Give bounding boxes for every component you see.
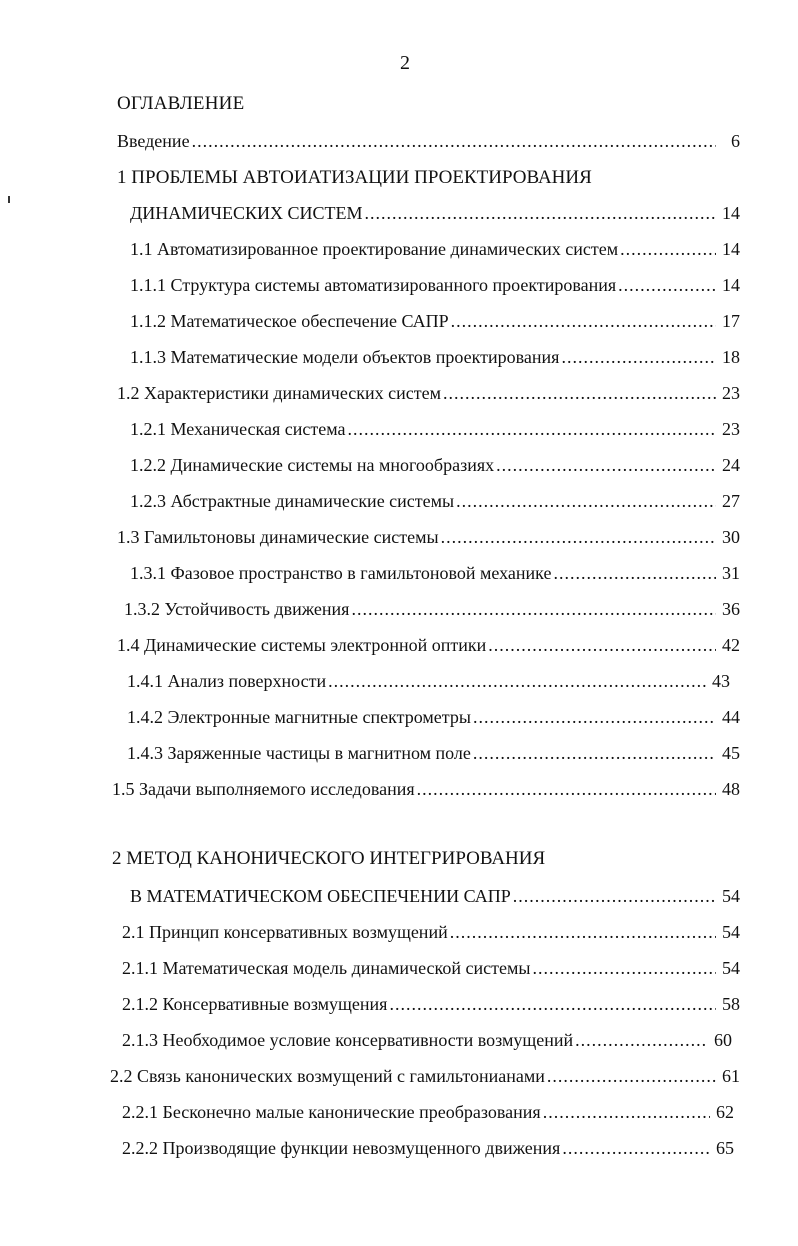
toc-title: ОГЛАВЛЕНИЕ <box>117 93 245 114</box>
leader-dots <box>620 238 716 260</box>
toc-entry-page: 44 <box>722 707 740 727</box>
toc-entry-text: 1.3 Гамильтоновы динамические системы <box>117 527 439 547</box>
toc-entry-text: 1.3.1 Фазовое пространство в гамильтоновой механике <box>130 563 552 583</box>
leader-dots <box>543 1101 710 1123</box>
toc-entry <box>122 1029 732 1051</box>
leader-dots <box>456 490 716 512</box>
toc-entry <box>130 238 740 260</box>
toc-entry <box>124 598 740 620</box>
toc-entry-page: 43 <box>712 671 730 691</box>
toc-entry <box>130 310 740 332</box>
leader-dots <box>192 130 716 152</box>
toc-entry-page: 27 <box>722 491 740 511</box>
toc-entry-text: В МАТЕМАТИЧЕСКОМ ОБЕСПЕЧЕНИИ САПР <box>130 886 511 906</box>
toc-entry <box>130 454 740 476</box>
leader-dots <box>389 993 716 1015</box>
toc-entry-text: 1.1.2 Математическое обеспечение САПР <box>130 311 449 331</box>
toc-entry-page: 65 <box>716 1138 734 1158</box>
leader-dots <box>451 310 716 332</box>
toc-entry-text: 2.2.1 Бесконечно малые канонические преобразования <box>122 1102 541 1122</box>
toc-entry-page: 58 <box>722 994 740 1014</box>
leader-dots <box>496 454 716 476</box>
leader-dots <box>351 598 716 620</box>
toc-entry-intro <box>117 130 740 152</box>
leader-dots <box>443 382 716 404</box>
toc-entry <box>112 778 740 800</box>
toc-entry-page: 23 <box>722 383 740 403</box>
scan-mark <box>8 196 10 203</box>
toc-entry-text: 1.2 Характеристики динамических систем <box>117 383 441 403</box>
toc-entry-text: 1.1.1 Структура системы автоматизированного проектирования <box>130 275 617 295</box>
toc-entry <box>122 957 740 979</box>
toc-entry <box>117 526 740 548</box>
toc-entry-text: ДИНАМИЧЕСКИХ СИСТЕМ <box>130 203 363 223</box>
leader-dots <box>618 274 716 296</box>
leader-dots <box>328 670 706 692</box>
toc-entry-text: 2.1.2 Консервативные возмущения <box>122 994 388 1014</box>
toc-entry-page: 17 <box>722 311 740 331</box>
leader-dots <box>450 921 716 943</box>
leader-dots <box>473 706 716 728</box>
toc-entry-text: 2.2 Связь канонических возмущений с гамильтонианами <box>110 1066 545 1086</box>
toc-entry <box>130 885 740 907</box>
toc-entry-page: 54 <box>722 886 740 906</box>
toc-entry-text: 1.1.3 Математические модели объектов проектирования <box>130 347 560 367</box>
leader-dots <box>562 1137 710 1159</box>
leader-dots <box>473 742 716 764</box>
leader-dots <box>575 1029 708 1051</box>
toc-entry-text: 1.1 Автоматизированное проектирование динамических систем <box>130 239 619 259</box>
page-number: 2 <box>400 52 410 74</box>
toc-entry-page: 14 <box>722 275 740 295</box>
toc-entry-page: 14 <box>722 239 740 259</box>
toc-entry-page: 24 <box>722 455 740 475</box>
toc-entry <box>127 670 730 692</box>
toc-entry-page: 18 <box>722 347 740 367</box>
toc-entry-text: 1.2.3 Абстрактные динамические системы <box>130 491 455 511</box>
toc-entry <box>130 562 740 584</box>
toc-entry <box>122 993 740 1015</box>
toc-entry <box>130 490 740 512</box>
toc-entry <box>122 1137 734 1159</box>
toc-entry <box>130 202 740 224</box>
toc-entry-text: 1.4 Динамические системы электронной оптики <box>117 635 487 655</box>
toc-entry <box>117 382 740 404</box>
toc-entry-text: 2.1.3 Необходимое условие консервативности возмущений <box>122 1030 574 1050</box>
toc-entry-page: 62 <box>716 1102 734 1122</box>
toc-entry-page: 36 <box>722 599 740 619</box>
toc-entry-page: 6 <box>731 131 740 151</box>
toc-entry-text: 2.2.2 Производящие функции невозмущенного движения <box>122 1138 561 1158</box>
toc-entry-text: 1.3.2 Устойчивость движения <box>124 599 350 619</box>
toc-entry <box>130 418 740 440</box>
toc-entry-text: 1.4.2 Электронные магнитные спектрометры <box>127 707 471 727</box>
leader-dots <box>547 1065 716 1087</box>
toc-entry-text: 1.4.3 Заряженные частицы в магнитном поле <box>127 743 471 763</box>
toc-entry-page: 42 <box>722 635 740 655</box>
toc-entry <box>130 274 740 296</box>
toc-entry <box>110 1065 740 1087</box>
toc-entry-page: 60 <box>714 1030 732 1050</box>
toc-chapter-1-heading: 1 ПРОБЛЕМЫ АВТОИАТИЗАЦИИ ПРОЕКТИРОВАНИЯ <box>117 167 592 188</box>
toc-entry-text: 2.1 Принцип консервативных возмущений <box>122 922 448 942</box>
toc-entry-page: 30 <box>722 527 740 547</box>
toc-entry <box>127 706 740 728</box>
toc-entry-page: 45 <box>722 743 740 763</box>
toc-entry-text: 1.2.2 Динамические системы на многообразиях <box>130 455 495 475</box>
toc-entry <box>122 921 740 943</box>
toc-entry <box>127 742 740 764</box>
toc-entry <box>117 634 740 656</box>
toc-entry-text: 1.5 Задачи выполняемого исследования <box>112 779 415 799</box>
leader-dots <box>488 634 716 656</box>
toc-entry-page: 31 <box>722 563 740 583</box>
toc-entry-page: 23 <box>722 419 740 439</box>
toc-entry-page: 48 <box>722 779 740 799</box>
leader-dots <box>561 346 716 368</box>
leader-dots <box>417 778 716 800</box>
toc-entry <box>130 346 740 368</box>
toc-entry-text: 1.2.1 Механическая система <box>130 419 346 439</box>
toc-entry-page: 54 <box>722 958 740 978</box>
leader-dots <box>441 526 716 548</box>
toc-entry-text: 2.1.1 Математическая модель динамической системы <box>122 958 531 978</box>
toc-entry-page: 61 <box>722 1066 740 1086</box>
toc-entry-page: 54 <box>722 922 740 942</box>
toc-chapter-2-heading: 2 МЕТОД КАНОНИЧЕСКОГО ИНТЕГРИРОВАНИЯ <box>112 848 546 869</box>
toc-entry-text: Введение <box>117 131 190 151</box>
leader-dots <box>532 957 716 979</box>
leader-dots <box>513 885 716 907</box>
leader-dots <box>365 202 717 224</box>
toc-entry-text: 1.4.1 Анализ поверхности <box>127 671 327 691</box>
leader-dots <box>347 418 716 440</box>
toc-entry-page: 14 <box>722 203 740 223</box>
leader-dots <box>553 562 716 584</box>
toc-entry <box>122 1101 734 1123</box>
